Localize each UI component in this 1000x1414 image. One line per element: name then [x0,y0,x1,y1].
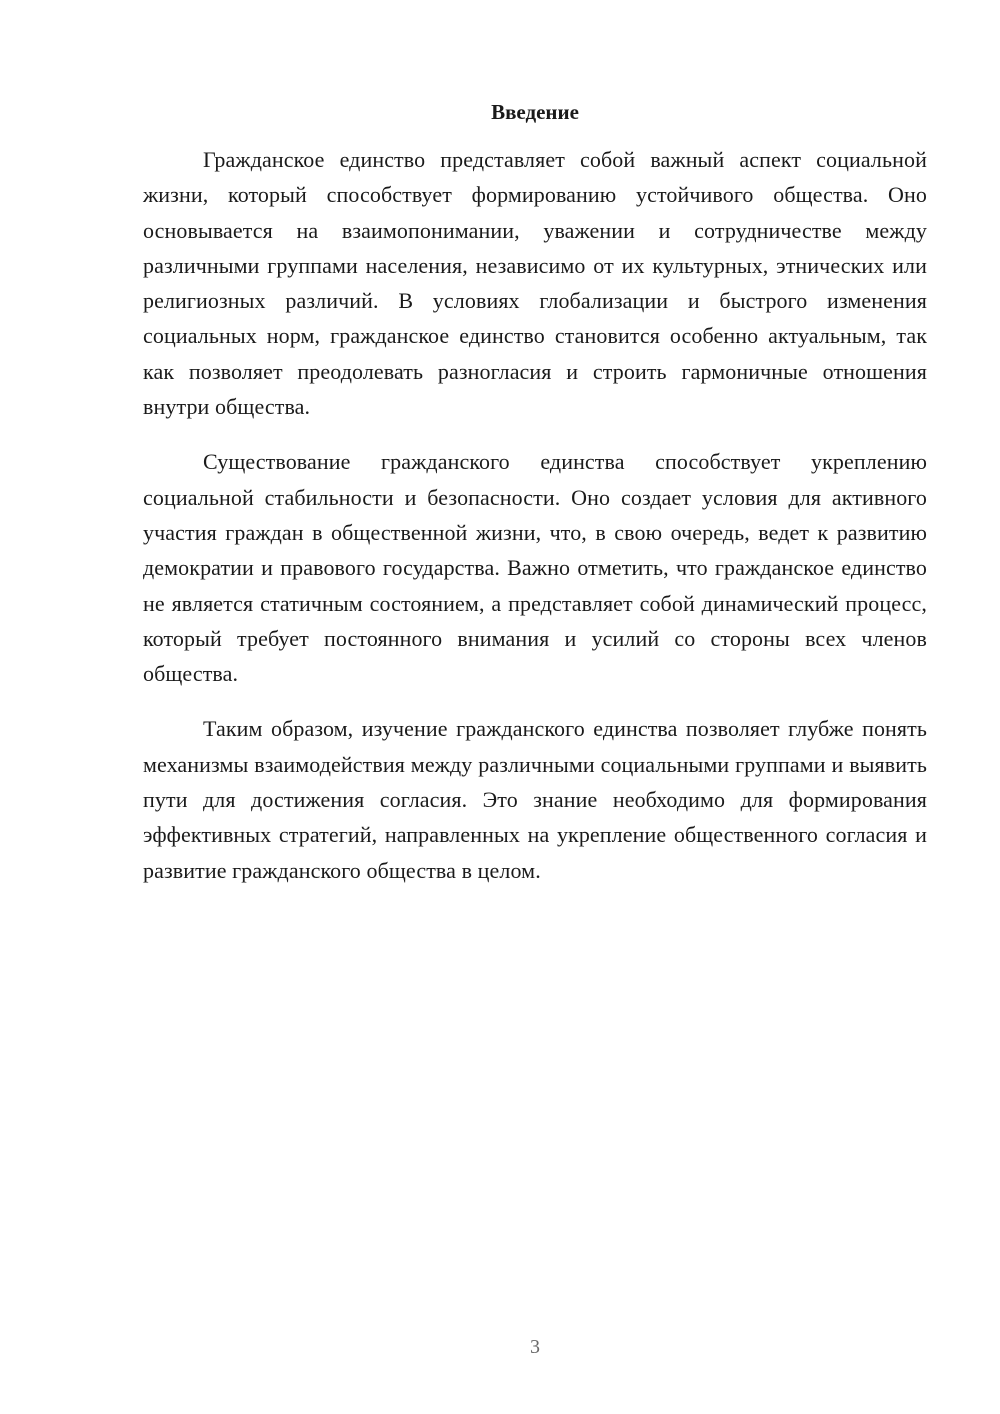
section-title: Введение [491,100,579,124]
paragraph-1: Гражданское единство представляет собой важный аспект социальной жизни, который способствует формированию устойчивого общества. Оно основывается на взаимопонимании, уважении и сотрудничестве между различными группами населения, независимо от их культурных, этнических или религиозных различий. В условиях глобализации и быстрого изменения социальных норм, гражданское единство становится особенно актуальным, так как позволяет преодолевать разногласия и строить гармоничные отношения внутри общества. [143,147,927,420]
paragraph-3: Таким образом, изучение гражданского единства позволяет глубже понять механизмы взаимодействия между различными социальными группами и выявить пути для достижения согласия. Это знание необходимо для формирования эффективных стратегий, направленных на укрепление общественного согласия и развитие гражданского общества в целом. [143,716,927,883]
page-number: 3 [530,1336,540,1358]
body-text [143,142,927,908]
paragraph-2: Существование гражданского единства способствует укреплению социальной стабильности и безопасности. Оно создает условия для активного участия граждан в общественной жизни, что, в свою очередь, ведет к развитию демократии и правового государства. Важно отметить, что гражданское единство не является статичным состоянием, а представляет собой динамический процесс, который требует постоянного внимания и усилий со стороны всех членов общества. [143,449,927,687]
